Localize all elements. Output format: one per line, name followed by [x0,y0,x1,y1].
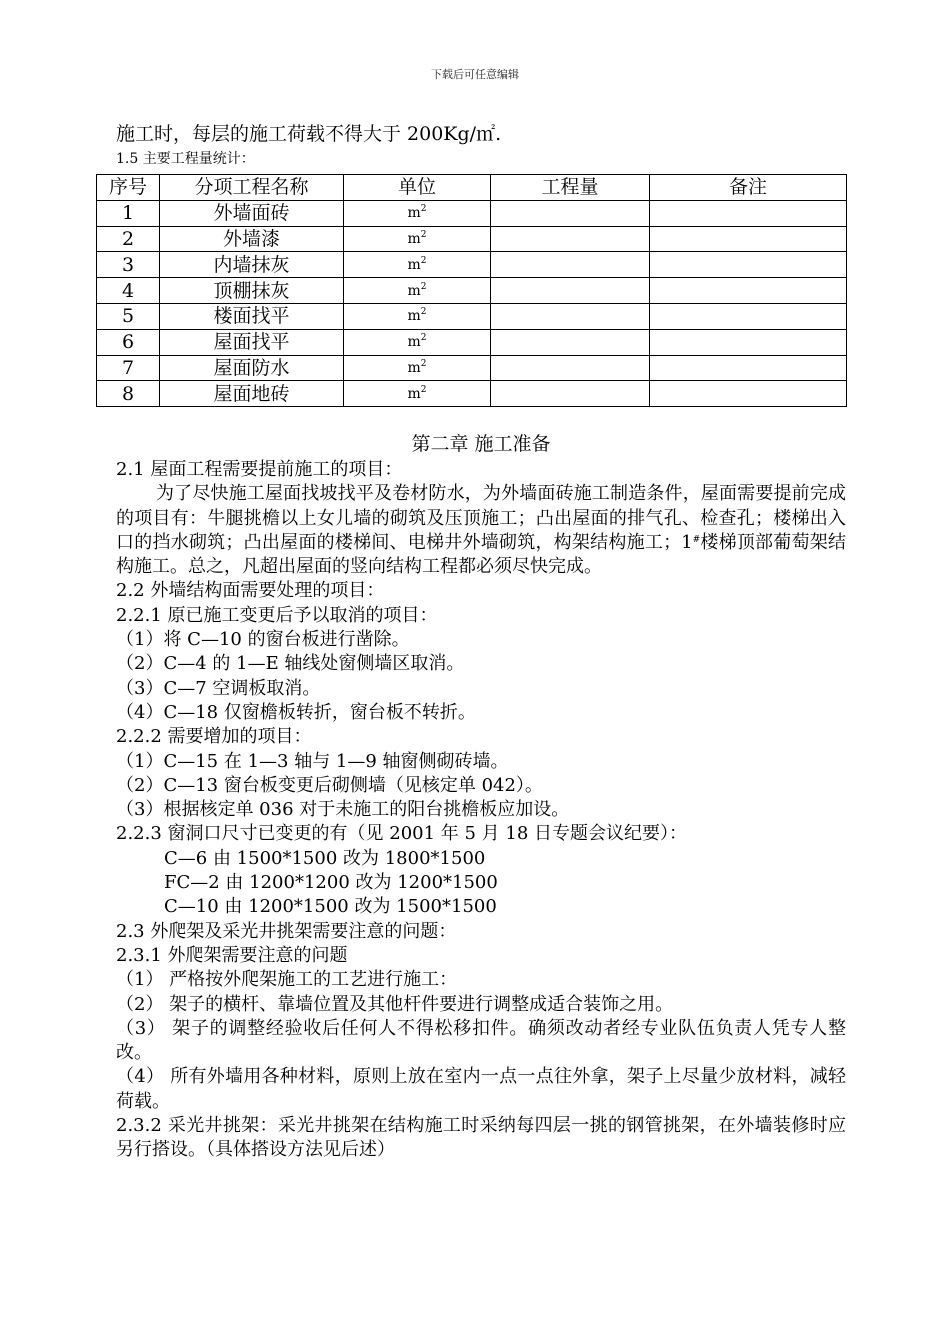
section-1-5-title: 1.5 主要工程量统计： [116,151,255,167]
list-item: C—10 由 1200*1500 改为 1500*1500 [164,896,497,918]
section-2-2-2-title: 2.2.2 需要增加的项目： [116,726,312,748]
list-item: （2） 架子的横杆、靠墙位置及其他杆件要进行调整成适合装饰之用。 [116,993,674,1015]
header-note: 下载后可任意编辑 [431,68,519,81]
unit-base: m [407,334,421,351]
unit-sup: 2 [420,358,427,369]
unit-base: m [407,282,421,299]
table-row [97,252,847,278]
intro-block [116,120,846,170]
quantity-table-wrap [96,174,846,407]
row-name-cell: 屋面地砖 [160,381,344,407]
row-name-cell: 楼面找平 [160,303,344,329]
table-row [97,355,847,381]
row-remark-cell [650,303,847,329]
row-unit-cell [344,381,491,407]
section-2-1-paragraph [116,482,846,579]
list-item: （3）C—7 空调板取消。 [116,677,321,699]
row-number-cell: 5 [97,303,160,329]
row-quantity-cell [491,381,650,407]
row-quantity-cell [491,329,650,355]
row-number-cell: 4 [97,278,160,304]
row-quantity-cell [491,303,650,329]
list-item: （1） 严格按外爬架施工的工艺进行施工： [116,969,458,991]
table-header-row [97,175,847,201]
table-header-cell: 分项工程名称 [160,175,344,201]
list-item: （4）C—18 仅窗檐板转折，窗台板不转折。 [116,701,476,723]
unit-sup: 2 [420,281,427,292]
list-item: （4） 所有外墙用各种材料，原则上放在室内一点一点往外拿，架子上尽量少放材料，减轻荷载。 [116,1066,846,1112]
quantity-table [96,174,847,407]
row-remark-cell [650,226,847,252]
unit-base: m [407,308,421,325]
paragraph-sup: # [692,534,701,545]
paragraph-text-a: 为了尽快施工屋面找坡找平及卷材防水，为外墙面砖施工制造条件，屋面需要提前完成的项目有：牛腿挑檐以上女儿墙的砌筑及压顶施工；凸出屋面的排气孔、检查孔；楼梯出入口的挡水砌筑；凸出屋面的楼梯间、电梯井外墙砌筑，构架结构施工；1 [116,483,846,553]
row-unit-cell [344,278,491,304]
row-unit-cell [344,252,491,278]
row-name-cell: 内墙抹灰 [160,252,344,278]
table-header-cell: 工程量 [491,175,650,201]
row-name-cell: 外墙面砖 [160,200,344,226]
row-quantity-cell [491,355,650,381]
row-unit-cell [344,226,491,252]
row-number-cell: 8 [97,381,160,407]
row-unit-cell [344,329,491,355]
table-row [97,381,847,407]
intro-line: 施工时，每层的施工荷载不得大于 200Kg/㎡. [116,123,502,145]
row-unit-cell [344,200,491,226]
unit-sup: 2 [420,255,427,266]
list-item: FC—2 由 1200*1200 改为 1200*1500 [164,872,498,894]
row-number-cell: 3 [97,252,160,278]
row-name-cell: 外墙漆 [160,226,344,252]
row-number-cell: 7 [97,355,160,381]
section-2-2-1-title: 2.2.1 原已施工变更后予以取消的项目： [116,604,438,626]
row-remark-cell [650,381,847,407]
unit-sup: 2 [420,307,427,318]
unit-sup: 2 [420,229,427,240]
row-name-cell: 屋面找平 [160,329,344,355]
unit-sup: 2 [420,384,427,395]
section-2-3-title: 2.3 外爬架及采光井挑架需要注意的问题： [116,920,457,942]
row-name-cell: 顶棚抹灰 [160,278,344,304]
chapter-title: 第二章 施工准备 [411,433,551,455]
unit-base: m [407,385,421,402]
row-remark-cell [650,200,847,226]
row-number-cell: 6 [97,329,160,355]
list-item: （2）C—4 的 1—E 轴线处窗侧墙区取消。 [116,653,465,675]
row-number-cell: 1 [97,200,160,226]
list-item: （3）根据核定单 036 对于未施工的阳台挑檐板应加设。 [116,799,570,821]
section-2-3-2-paragraph: 2.3.2 采光井挑架：采光井挑架在结构施工时采纳每四层一挑的钢管挑架，在外墙装修时应另行搭设。（具体搭设方法见后述） [116,1115,846,1161]
table-row [97,278,847,304]
row-quantity-cell [491,252,650,278]
unit-base: m [407,230,421,247]
unit-base: m [407,359,421,376]
table-header-cell: 单位 [344,175,491,201]
list-item: C—6 由 1500*1500 改为 1800*1500 [164,847,486,869]
row-remark-cell [650,355,847,381]
row-quantity-cell [491,278,650,304]
row-unit-cell [344,303,491,329]
list-item: （1）C—15 在 1—3 轴与 1—9 轴窗侧砌砖墙。 [116,750,509,772]
row-number-cell: 2 [97,226,160,252]
list-item: （2）C—13 窗台板变更后砌侧墙（见核定单 042）。 [116,774,543,796]
chapter-two-block [116,430,846,1163]
unit-base: m [407,205,421,222]
section-2-1-title: 2.1 屋面工程需要提前施工的项目： [116,459,403,480]
table-header-cell: 序号 [97,175,160,201]
table-row [97,200,847,226]
table-row [97,329,847,355]
table-row [97,226,847,252]
row-name-cell: 屋面防水 [160,355,344,381]
list-item: （1）将 C—10 的窗台板进行凿除。 [116,629,410,651]
unit-base: m [407,256,421,273]
unit-sup: 2 [420,204,427,215]
row-quantity-cell [491,226,650,252]
row-remark-cell [650,278,847,304]
row-remark-cell [650,252,847,278]
section-2-3-1-title: 2.3.1 外爬架需要注意的问题 [116,944,348,966]
row-quantity-cell [491,200,650,226]
table-body [97,200,847,406]
table-header-cell: 备注 [650,175,847,201]
row-unit-cell [344,355,491,381]
section-2-2-title: 2.2 外墙结构面需要处理的项目： [116,580,385,602]
unit-sup: 2 [420,333,427,344]
list-item: （3） 架子的调整经验收后任何人不得松移扣件。确须改动者经专业队伍负责人凭专人整改。 [116,1017,846,1064]
table-row [97,303,847,329]
section-2-2-3-title: 2.2.3 窗洞口尺寸已变更的有（见 2001 年 5 月 18 日专题会议纪要）： [116,823,688,845]
paragraph-text-b: 楼梯顶部葡萄架结构施工。总之，凡超出屋面的竖向结构工程都必须尽快完成。 [116,531,847,578]
row-remark-cell [650,329,847,355]
